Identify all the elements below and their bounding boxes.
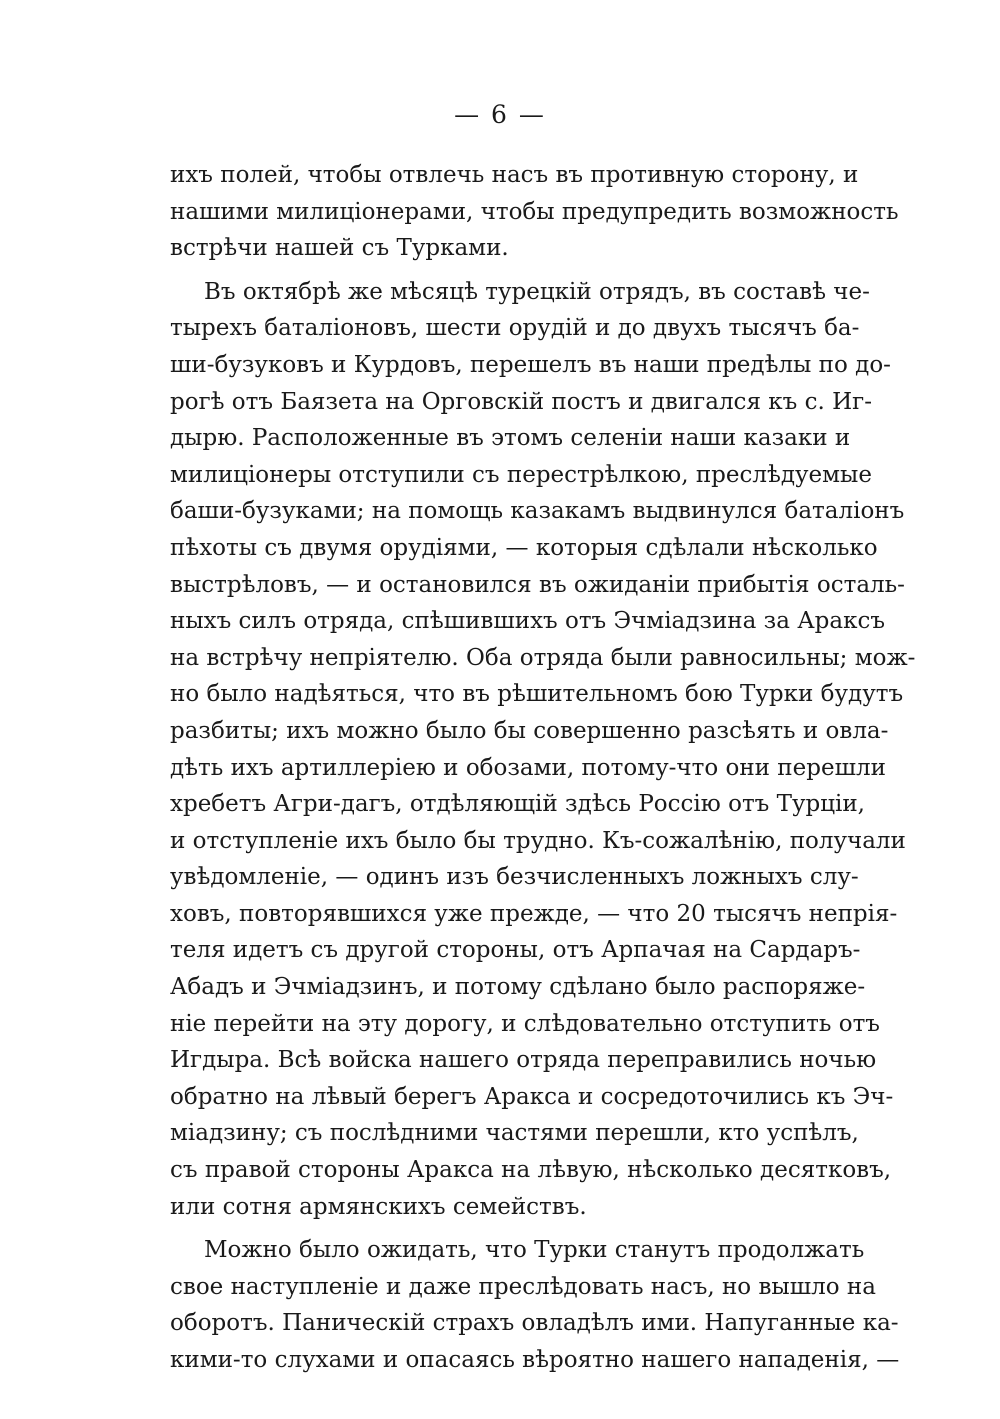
text-line: хребетъ Агри-дагъ, отдѣляющій здѣсь Россію отъ Турціи, (170, 791, 865, 818)
text-line: теля идетъ съ другой стороны, отъ Арпачая на Сардаръ- (170, 937, 861, 964)
text-line: ніе перейти на эту дорогу, и слѣдовательно отступить отъ (170, 1010, 880, 1037)
text-line: Можно было ожидать, что Турки станутъ продолжать (204, 1237, 865, 1264)
text-line: ши-бузуковъ и Курдовъ, перешелъ въ наши предѣлы по до- (170, 351, 891, 378)
text-line: ихъ полей, чтобы отвлечь насъ въ противную сторону, и (170, 162, 859, 188)
text-line: Игдыра. Всѣ войска нашего отряда переправились ночью (170, 1047, 877, 1074)
text-line: и отступленіе ихъ было бы трудно. Къ-сожалѣнію, получали (170, 827, 906, 854)
text-line: рогѣ отъ Баязета на Орговскій постъ и двигался къ с. Иг- (170, 388, 872, 415)
text-line: милиціонеры отступили съ перестрѣлкою, преслѣдуемые (170, 461, 872, 488)
text-line: дырю. Расположенные въ этомъ селеніи наши казаки и (170, 425, 851, 452)
text-line: или сотня армянскихъ семействъ. (170, 1193, 587, 1220)
text-line: ховъ, повторявшихся уже прежде, — что 20 тысячъ непрія- (170, 900, 898, 927)
text-line: увѣдомленіе, — одинъ изъ безчисленныхъ ложныхъ слу- (170, 864, 859, 891)
text-line: на встрѣчу непріятелю. Оба отряда были равносильны; мож- (170, 644, 916, 671)
text-line: тырехъ баталіоновъ, шести орудій и до двухъ тысячъ ба- (170, 315, 860, 342)
text-line: ныхъ силъ отряда, спѣшившихъ отъ Эчміадзина за Араксъ (170, 608, 885, 635)
text-line: дѣть ихъ артиллеріею и обозами, потому-что они перешли (170, 754, 886, 781)
text-line: пѣхоты съ двумя орудіями, — которыя сдѣлали нѣсколько (170, 534, 878, 561)
text-line: міадзину; съ послѣдними частями перешли, кто успѣлъ, (170, 1120, 859, 1147)
text-line: но было надѣяться, что въ рѣшительномъ бою Турки будутъ (170, 681, 904, 708)
text-line: оборотъ. Паническій страхъ овладѣлъ ими. Напуганные ка- (170, 1310, 899, 1337)
text-line: разбиты; ихъ можно было бы совершенно разсѣять и овла- (170, 717, 889, 744)
paragraph-gap (170, 1225, 810, 1232)
text-line: баши-бузуками; на помощь казакамъ выдвинулся баталіонъ (170, 498, 905, 525)
page-number: — 6 — (454, 100, 546, 129)
text-line: Въ октябрѣ же мѣсяцѣ турецкій отрядъ, въ составѣ че- (204, 278, 870, 305)
text-line: обратно на лѣвый берегъ Аракса и сосредоточились къ Эч- (170, 1083, 894, 1110)
paragraph-gap (170, 267, 810, 274)
text-line: встрѣчи нашей съ Турками. (170, 235, 509, 262)
text-line: свое наступленіе и даже преслѣдовать насъ, но вышло на (170, 1273, 876, 1300)
text-line: Абадъ и Эчміадзинъ, и потому сдѣлано было распоряже- (170, 974, 866, 1001)
body-text (170, 157, 916, 1379)
text-line: кими-то слухами и опасаясь вѣроятно нашего нападенія, — (170, 1347, 900, 1373)
text-line: съ правой стороны Аракса на лѣвую, нѣсколько десятковъ, (170, 1157, 892, 1184)
text-line: выстрѣловъ, — и остановился въ ожиданіи прибытія осталь- (170, 571, 905, 598)
text-line: нашими милиціонерами, чтобы предупредить возможность (170, 198, 899, 225)
